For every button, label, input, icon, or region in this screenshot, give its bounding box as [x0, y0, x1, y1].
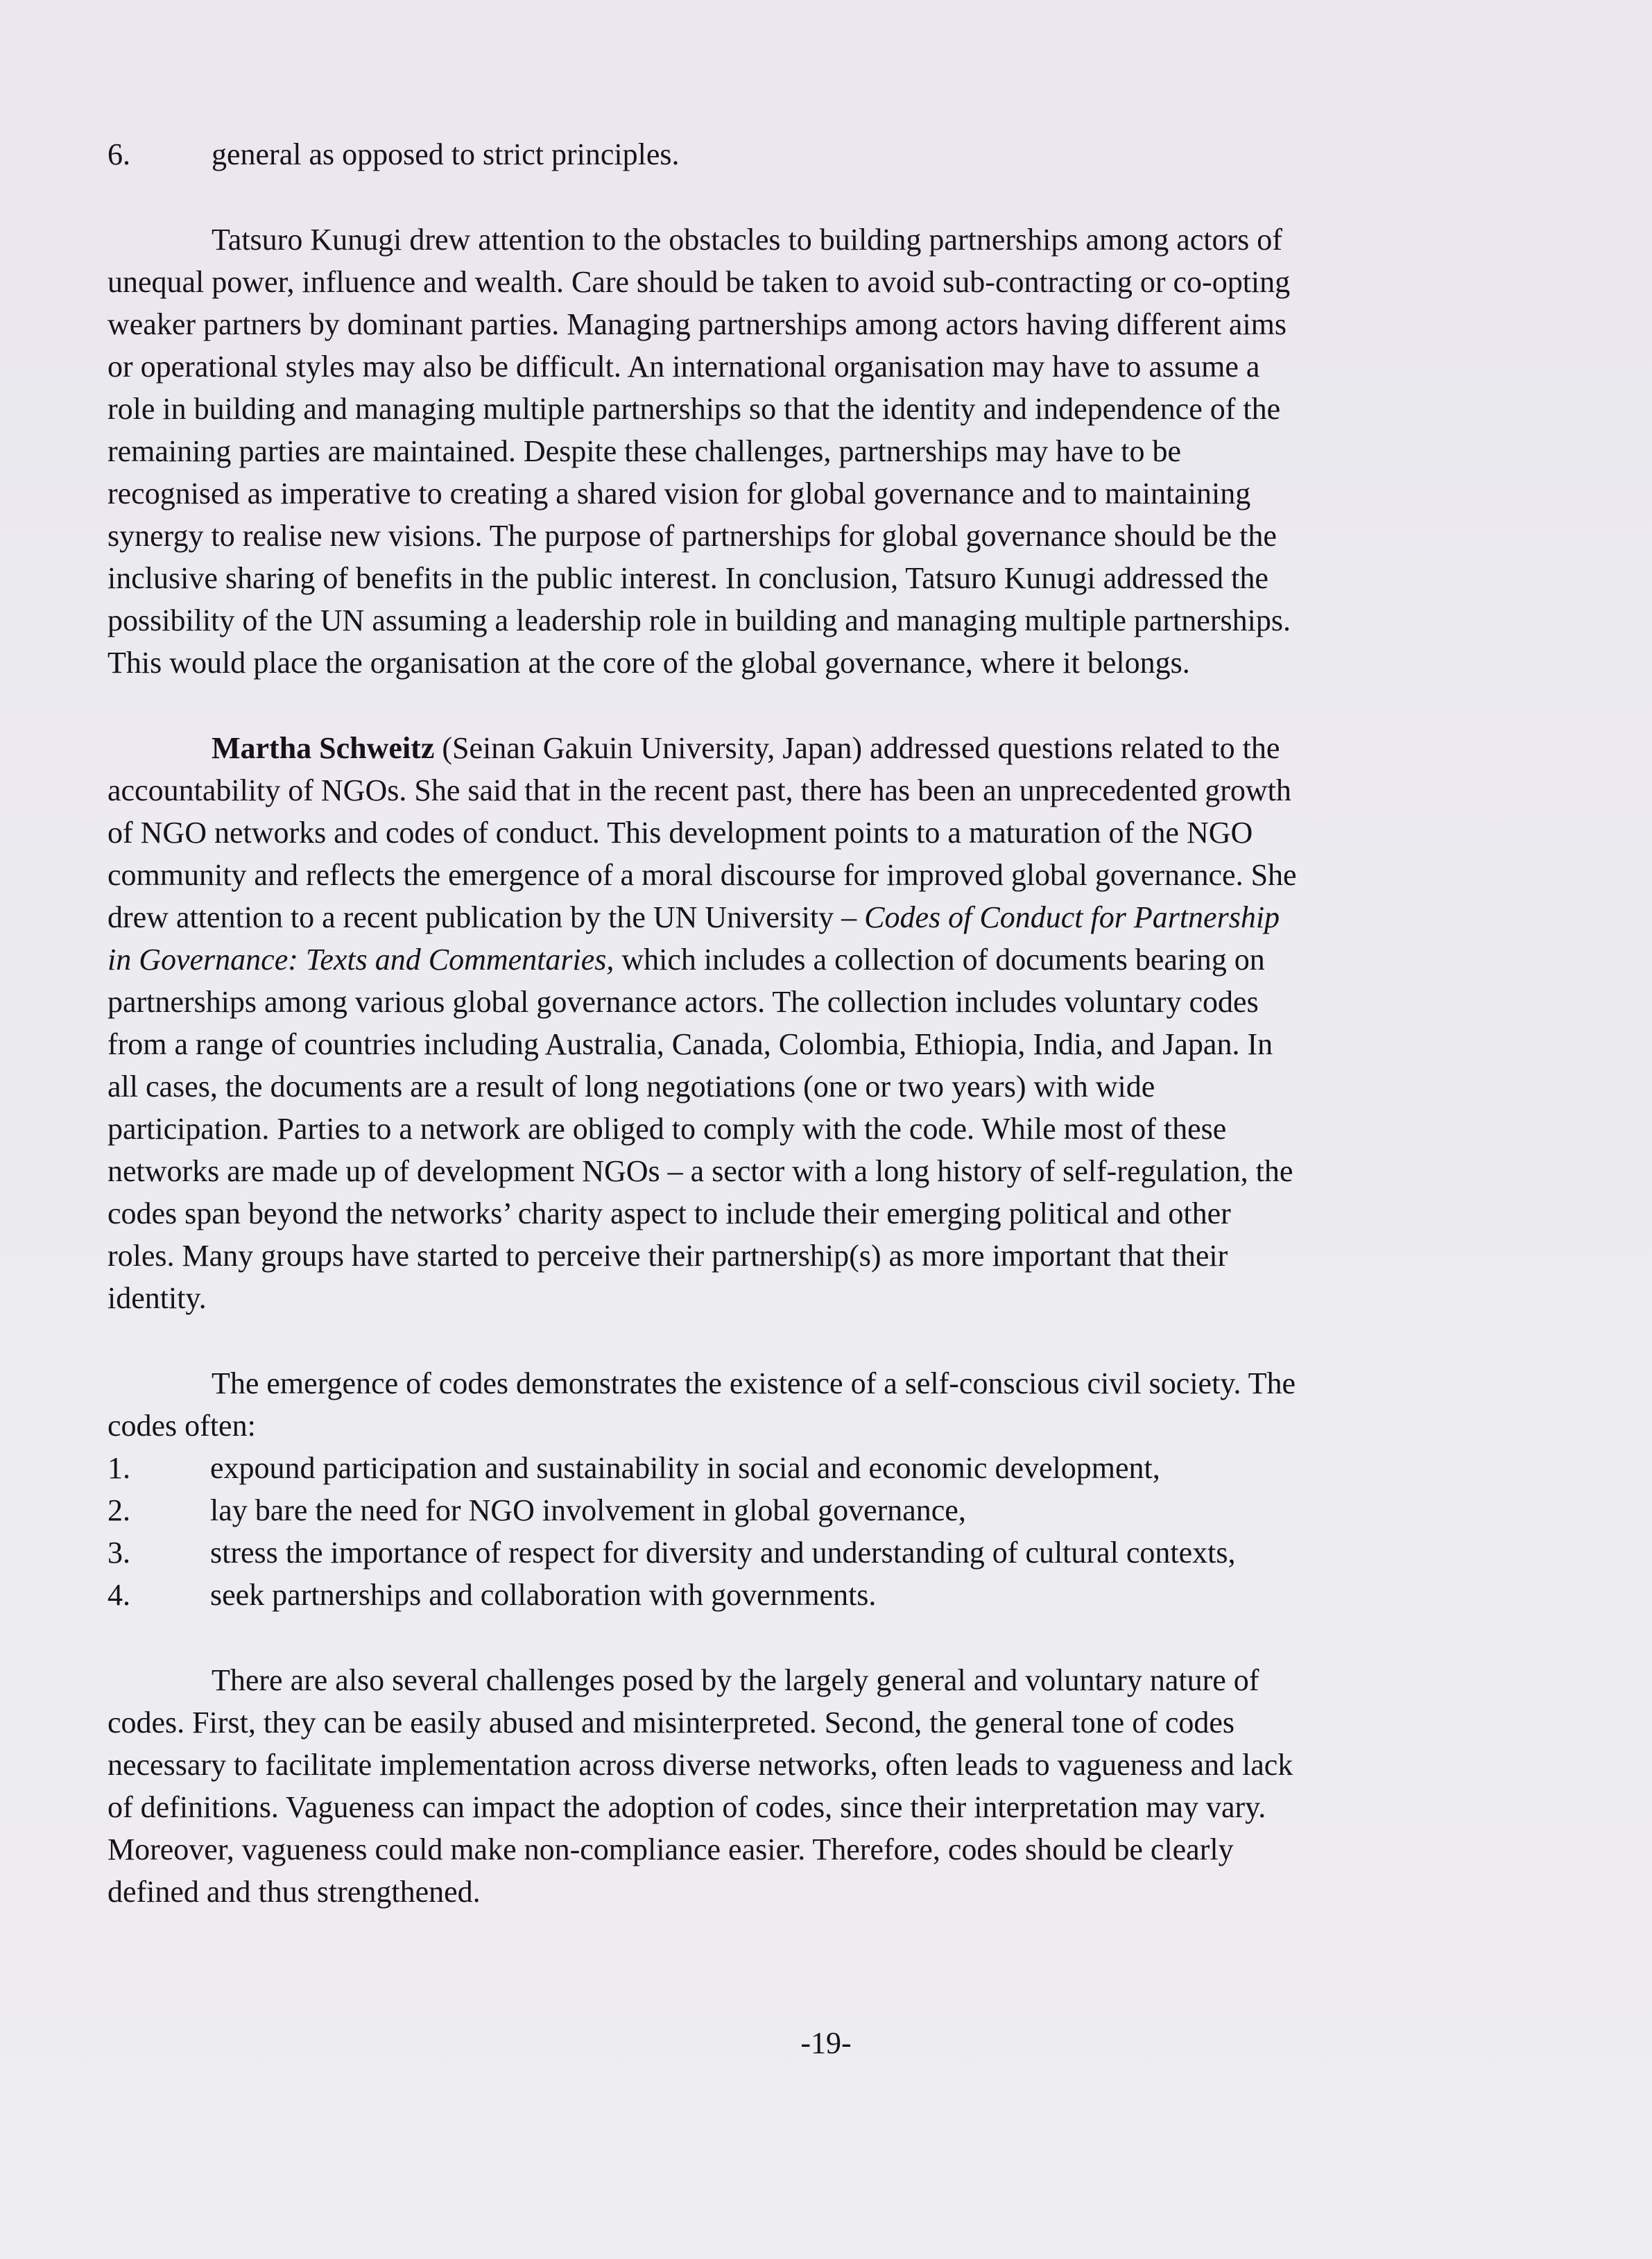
paragraph-line: unequal power, influence and wealth. Care should be taken to avoid sub-contracting or co-opting: [107, 265, 1291, 299]
list-item: 4. seek partnerships and collaboration with governments.: [107, 1578, 877, 1612]
paragraph-line: codes often:: [107, 1409, 256, 1443]
paragraph-line: recognised as imperative to creating a shared vision for global governance and to maintaining: [107, 476, 1251, 510]
publication-title: Codes of Conduct for Partnership: [864, 900, 1280, 934]
paragraph-line: participation. Parties to a network are obliged to comply with the code. While most of these: [107, 1112, 1227, 1146]
paragraph-line: Moreover, vagueness could make non-compliance easier. Therefore, codes should be clearly: [107, 1832, 1234, 1866]
publication-title: in Governance: Texts and Commentaries,: [107, 943, 614, 977]
page-number: -19-: [800, 2026, 852, 2060]
paragraph-line: from a range of countries including Australia, Canada, Colombia, Ethiopia, India, and Japan. In: [107, 1027, 1273, 1061]
page-body: [107, 133, 1474, 1913]
paragraph-line: accountability of NGOs. She said that in the recent past, there has been an unprecedented growth: [107, 773, 1291, 807]
paragraph-line: codes. First, they can be easily abused and misinterpreted. Second, the general tone of codes: [107, 1706, 1235, 1740]
paragraph-line: synergy to realise new visions. The purpose of partnerships for global governance should be the: [107, 519, 1277, 553]
paragraph-line: This would place the organisation at the core of the global governance, where it belongs.: [107, 646, 1190, 680]
list-item: 2. lay bare the need for NGO involvement in global governance,: [107, 1493, 966, 1527]
list-item-number: 6.: [107, 137, 130, 171]
speaker-name: Martha Schweitz: [212, 731, 435, 765]
paragraph-line: defined and thus strengthened.: [107, 1875, 481, 1909]
paragraph-line: all cases, the documents are a result of long negotiations (one or two years) with wide: [107, 1070, 1155, 1103]
paragraph-codes-intro: [107, 1362, 1474, 1616]
paragraph-line: The emergence of codes demonstrates the existence of a self-conscious civil society. The: [212, 1366, 1296, 1400]
list-item: 3. stress the importance of respect for diversity and understanding of cultural contexts,: [107, 1536, 1236, 1570]
paragraph-kunugi: [107, 218, 1474, 684]
paragraph-line: role in building and managing multiple partnerships so that the identity and independence of the: [107, 392, 1281, 426]
paragraph-challenges: [107, 1659, 1474, 1913]
list-item-text: general as opposed to strict principles.: [212, 137, 680, 171]
list-item-6: [107, 133, 1474, 175]
paragraph-line: partnerships among various global governance actors. The collection includes voluntary codes: [107, 985, 1259, 1019]
paragraph-schweitz: [107, 727, 1474, 1319]
paragraph-line: possibility of the UN assuming a leadership role in building and managing multiple partnerships.: [107, 603, 1291, 637]
paragraph-line: remaining parties are maintained. Despite these challenges, partnerships may have to be: [107, 434, 1181, 468]
paragraph-line: in Governance: Texts and Commentaries, which includes a collection of documents bearing on: [107, 943, 1265, 977]
paragraph-line: inclusive sharing of benefits in the public interest. In conclusion, Tatsuro Kunugi addressed the: [107, 561, 1268, 595]
list-item: 1. expound participation and sustainability in social and economic development,: [107, 1451, 1160, 1485]
paragraph-line: Martha Schweitz (Seinan Gakuin University, Japan) addressed questions related to the: [212, 731, 1280, 765]
paragraph-line: Tatsuro Kunugi drew attention to the obstacles to building partnerships among actors of: [212, 223, 1282, 257]
paragraph-line: or operational styles may also be difficult. An international organisation may have to assume a: [107, 350, 1260, 384]
paragraph-line: networks are made up of development NGOs – a sector with a long history of self-regulation, the: [107, 1154, 1293, 1188]
paragraph-line: roles. Many groups have started to perceive their partnership(s) as more important that their: [107, 1239, 1228, 1273]
paragraph-line: drew attention to a recent publication by the UN University – Codes of Conduct for Partnership: [107, 900, 1280, 934]
paragraph-line: identity.: [107, 1281, 207, 1315]
paragraph-line: weaker partners by dominant parties. Managing partnerships among actors having different aims: [107, 307, 1287, 341]
paragraph-line: community and reflects the emergence of a moral discourse for improved global governance. She: [107, 858, 1297, 892]
paragraph-line: codes span beyond the networks’ charity aspect to include their emerging political and other: [107, 1196, 1231, 1230]
paragraph-line: of NGO networks and codes of conduct. This development points to a maturation of the NGO: [107, 816, 1253, 850]
paragraph-line: necessary to facilitate implementation across diverse networks, often leads to vagueness and lack: [107, 1748, 1293, 1782]
paragraph-line: of definitions. Vagueness can impact the adoption of codes, since their interpretation may vary.: [107, 1790, 1266, 1824]
codes-list: [107, 1447, 1474, 1616]
paragraph-line: There are also several challenges posed by the largely general and voluntary nature of: [212, 1663, 1259, 1697]
